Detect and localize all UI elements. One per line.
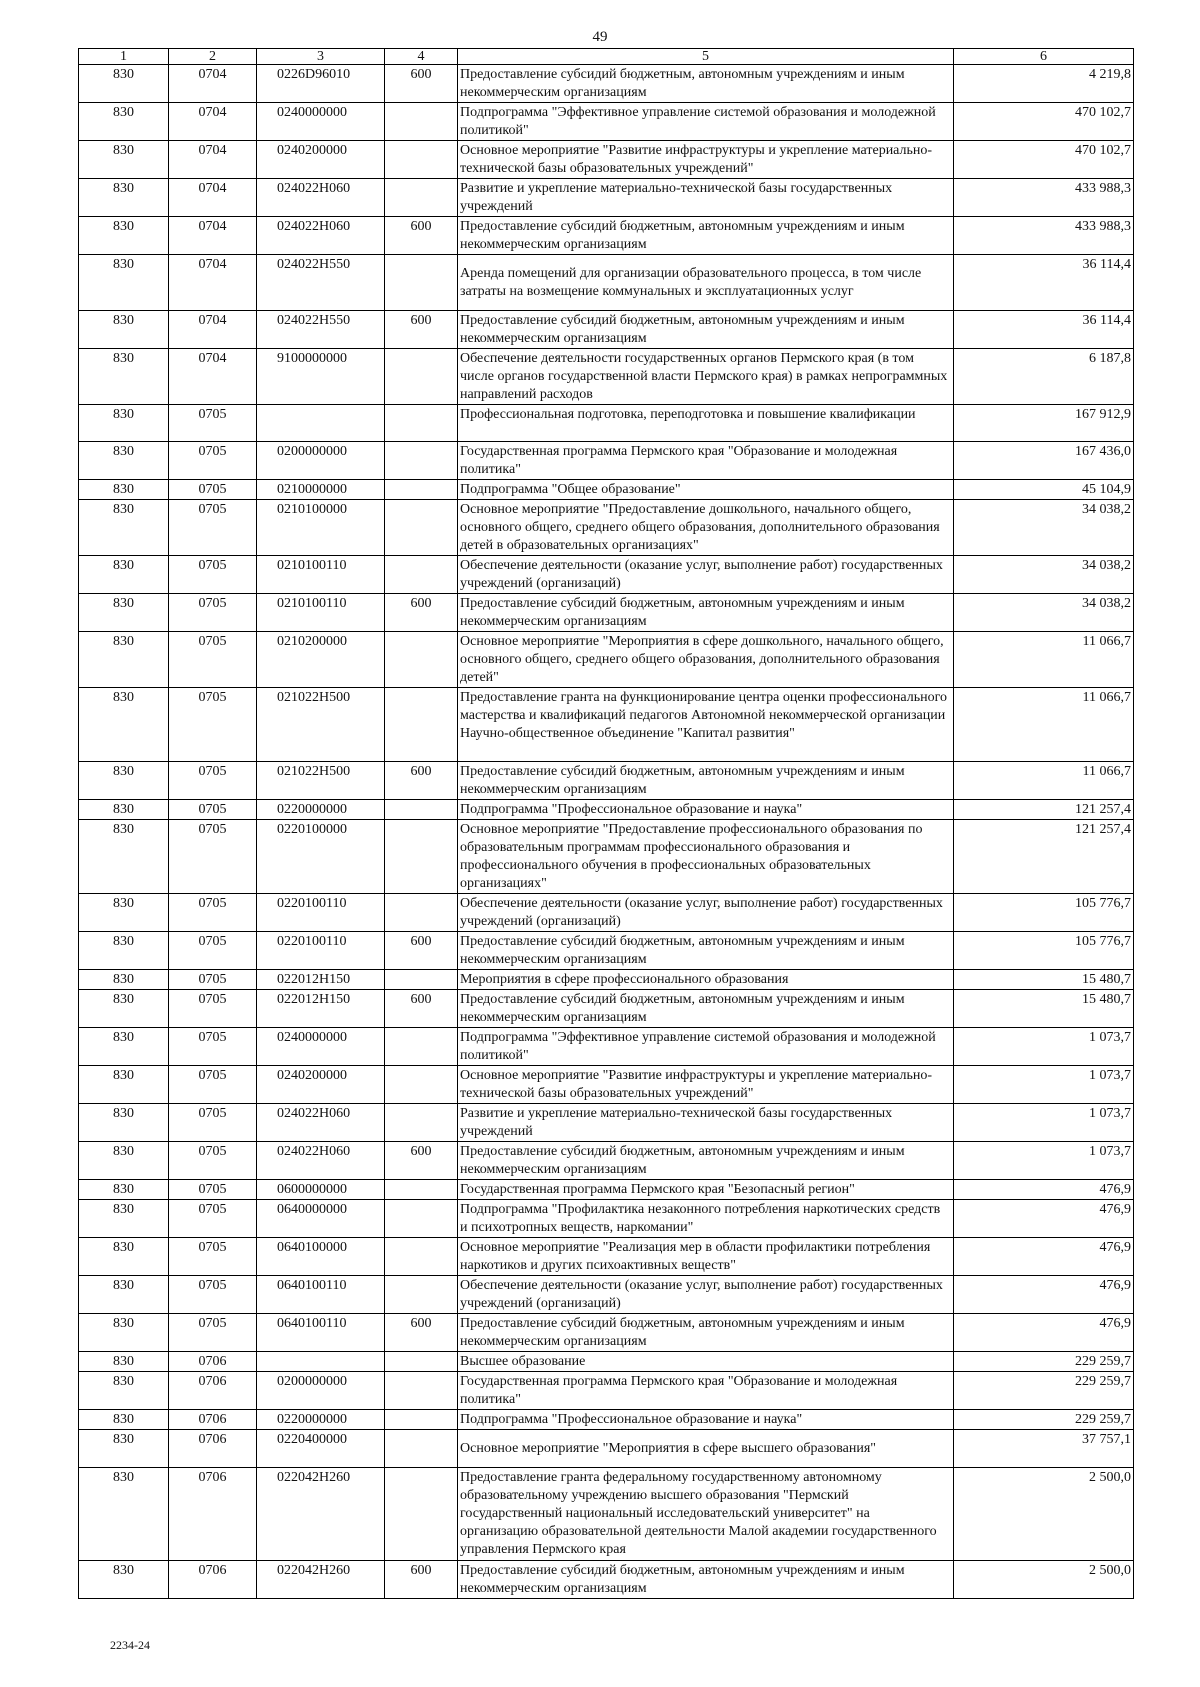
section-code-cell: 0706 [169, 1468, 257, 1561]
table-row [79, 65, 1134, 103]
ministry-code-cell: 830 [79, 442, 169, 480]
expense-name-cell: Основное мероприятие "Развитие инфраструктуры и укрепление материально-технической базы образовательных учреждений" [458, 141, 954, 179]
target-article-cell: 024022H550 [257, 255, 385, 311]
table-row [79, 1410, 1134, 1430]
table-row [79, 1430, 1134, 1468]
ministry-code-cell: 830 [79, 1276, 169, 1314]
section-code-cell: 0705 [169, 1238, 257, 1276]
expense-name-cell: Государственная программа Пермского края "Безопасный регион" [458, 1180, 954, 1200]
section-code-cell: 0704 [169, 217, 257, 255]
target-article-cell: 0200000000 [257, 442, 385, 480]
amount-cell: 229 259,7 [954, 1372, 1134, 1410]
section-code-cell: 0704 [169, 311, 257, 349]
target-article-cell [257, 1352, 385, 1372]
ministry-code-cell: 830 [79, 1468, 169, 1561]
expense-type-cell: 600 [385, 1142, 458, 1180]
expense-type-cell [385, 556, 458, 594]
ministry-code-cell: 830 [79, 1028, 169, 1066]
expense-type-cell [385, 1028, 458, 1066]
amount-cell: 4 219,8 [954, 65, 1134, 103]
target-article-cell: 0220000000 [257, 1410, 385, 1430]
ministry-code-cell: 830 [79, 1410, 169, 1430]
section-code-cell: 0706 [169, 1372, 257, 1410]
expense-type-cell: 600 [385, 65, 458, 103]
section-code-cell: 0706 [169, 1410, 257, 1430]
expense-name-cell: Предоставление субсидий бюджетным, автономным учреждениям и иным некоммерческим организациям [458, 217, 954, 255]
ministry-code-cell: 830 [79, 594, 169, 632]
expense-name-cell: Основное мероприятие "Развитие инфраструктуры и укрепление материально-технической базы образовательных учреждений" [458, 1066, 954, 1104]
ministry-code-cell: 830 [79, 688, 169, 762]
ministry-code-cell: 830 [79, 1066, 169, 1104]
target-article-cell: 0600000000 [257, 1180, 385, 1200]
amount-cell: 11 066,7 [954, 762, 1134, 800]
amount-cell: 470 102,7 [954, 103, 1134, 141]
expense-name-cell: Развитие и укрепление материально-технической базы государственных учреждений [458, 179, 954, 217]
table-row [79, 632, 1134, 688]
target-article-cell: 0210200000 [257, 632, 385, 688]
expense-type-cell [385, 632, 458, 688]
expense-name-cell: Подпрограмма "Профилактика незаконного потребления наркотических средств и психотропных веществ, наркомании" [458, 1200, 954, 1238]
amount-cell: 433 988,3 [954, 179, 1134, 217]
column-header-2: 2 [169, 49, 257, 65]
amount-cell: 105 776,7 [954, 932, 1134, 970]
section-code-cell: 0705 [169, 1180, 257, 1200]
expense-name-cell: Мероприятия в сфере профессионального образования [458, 970, 954, 990]
target-article-cell: 022012H150 [257, 990, 385, 1028]
expense-type-cell [385, 103, 458, 141]
amount-cell: 2 500,0 [954, 1468, 1134, 1561]
ministry-code-cell: 830 [79, 103, 169, 141]
amount-cell: 15 480,7 [954, 990, 1134, 1028]
ministry-code-cell: 830 [79, 970, 169, 990]
ministry-code-cell: 830 [79, 255, 169, 311]
ministry-code-cell: 830 [79, 311, 169, 349]
target-article-cell: 0220000000 [257, 800, 385, 820]
column-header-4: 4 [385, 49, 458, 65]
amount-cell: 2 500,0 [954, 1561, 1134, 1599]
target-article-cell: 0240000000 [257, 103, 385, 141]
table-row [79, 442, 1134, 480]
expense-name-cell: Аренда помещений для организации образовательного процесса, в том числе затраты на возмещение коммунальных и эксплуатационных услуг [458, 255, 954, 311]
ministry-code-cell: 830 [79, 762, 169, 800]
table-row [79, 480, 1134, 500]
expense-type-cell [385, 1104, 458, 1142]
target-article-cell: 0220100110 [257, 894, 385, 932]
section-code-cell: 0705 [169, 820, 257, 894]
section-code-cell: 0706 [169, 1430, 257, 1468]
target-article-cell: 021022H500 [257, 762, 385, 800]
expense-type-cell: 600 [385, 217, 458, 255]
expense-name-cell: Предоставление субсидий бюджетным, автономным учреждениям и иным некоммерческим организациям [458, 1314, 954, 1352]
expense-type-cell [385, 255, 458, 311]
expense-name-cell: Предоставление субсидий бюджетным, автономным учреждениям и иным некоммерческим организациям [458, 1561, 954, 1599]
table-row [79, 970, 1134, 990]
budget-table [78, 48, 1134, 1599]
expense-name-cell: Предоставление субсидий бюджетным, автономным учреждениям и иным некоммерческим организациям [458, 311, 954, 349]
amount-cell: 433 988,3 [954, 217, 1134, 255]
expense-name-cell: Подпрограмма "Профессиональное образование и наука" [458, 1410, 954, 1430]
section-code-cell: 0705 [169, 594, 257, 632]
expense-type-cell: 600 [385, 594, 458, 632]
expense-type-cell: 600 [385, 311, 458, 349]
amount-cell: 34 038,2 [954, 594, 1134, 632]
amount-cell: 45 104,9 [954, 480, 1134, 500]
amount-cell: 105 776,7 [954, 894, 1134, 932]
table-row [79, 1561, 1134, 1599]
table-row [79, 1238, 1134, 1276]
table-row [79, 141, 1134, 179]
section-code-cell: 0704 [169, 349, 257, 405]
table-row [79, 1180, 1134, 1200]
target-article-cell [257, 405, 385, 442]
ministry-code-cell: 830 [79, 1430, 169, 1468]
section-code-cell: 0705 [169, 1104, 257, 1142]
table-row [79, 500, 1134, 556]
target-article-cell: 0226D96010 [257, 65, 385, 103]
amount-cell: 476,9 [954, 1314, 1134, 1352]
ministry-code-cell: 830 [79, 1561, 169, 1599]
expense-type-cell [385, 480, 458, 500]
target-article-cell: 0640000000 [257, 1200, 385, 1238]
column-header-5: 5 [458, 49, 954, 65]
amount-cell: 36 114,4 [954, 255, 1134, 311]
section-code-cell: 0705 [169, 632, 257, 688]
ministry-code-cell: 830 [79, 1314, 169, 1352]
expense-name-cell: Основное мероприятие "Мероприятия в сфере высшего образования" [458, 1430, 954, 1468]
expense-name-cell: Предоставление субсидий бюджетным, автономным учреждениям и иным некоммерческим организациям [458, 1142, 954, 1180]
expense-type-cell [385, 820, 458, 894]
table-row [79, 1142, 1134, 1180]
section-code-cell: 0705 [169, 1276, 257, 1314]
section-code-cell: 0704 [169, 65, 257, 103]
amount-cell: 11 066,7 [954, 632, 1134, 688]
table-row [79, 1468, 1134, 1561]
target-article-cell: 0200000000 [257, 1372, 385, 1410]
ministry-code-cell: 830 [79, 1142, 169, 1180]
expense-type-cell [385, 688, 458, 762]
section-code-cell: 0705 [169, 1028, 257, 1066]
expense-name-cell: Подпрограмма "Профессиональное образование и наука" [458, 800, 954, 820]
expense-type-cell [385, 1352, 458, 1372]
table-row [79, 932, 1134, 970]
section-code-cell: 0705 [169, 442, 257, 480]
section-code-cell: 0705 [169, 894, 257, 932]
column-header-1: 1 [79, 49, 169, 65]
amount-cell: 476,9 [954, 1276, 1134, 1314]
section-code-cell: 0705 [169, 1142, 257, 1180]
amount-cell: 1 073,7 [954, 1142, 1134, 1180]
expense-name-cell: Основное мероприятие "Предоставление дошкольного, начального общего, основного общего, среднего общего образования, дополнительного образования детей в образовательных организациях" [458, 500, 954, 556]
section-code-cell: 0705 [169, 932, 257, 970]
section-code-cell: 0705 [169, 405, 257, 442]
expense-type-cell [385, 1276, 458, 1314]
section-code-cell: 0704 [169, 179, 257, 217]
section-code-cell: 0705 [169, 500, 257, 556]
expense-type-cell [385, 1066, 458, 1104]
expense-name-cell: Развитие и укрепление материально-технической базы государственных учреждений [458, 1104, 954, 1142]
column-header-6: 6 [954, 49, 1134, 65]
table-row [79, 103, 1134, 141]
expense-name-cell: Подпрограмма "Общее образование" [458, 480, 954, 500]
section-code-cell: 0705 [169, 970, 257, 990]
table-header [79, 49, 1134, 65]
expense-name-cell: Предоставление субсидий бюджетным, автономным учреждениям и иным некоммерческим организациям [458, 762, 954, 800]
amount-cell: 229 259,7 [954, 1352, 1134, 1372]
expense-type-cell: 600 [385, 1314, 458, 1352]
section-code-cell: 0705 [169, 1314, 257, 1352]
section-code-cell: 0705 [169, 480, 257, 500]
table-row [79, 800, 1134, 820]
expense-type-cell [385, 1430, 458, 1468]
target-article-cell: 0210000000 [257, 480, 385, 500]
ministry-code-cell: 830 [79, 179, 169, 217]
expense-name-cell: Основное мероприятие "Предоставление профессионального образования по образовательным программам профессионального образования и профессионального обучения в профессиональных образовательных организациях" [458, 820, 954, 894]
section-code-cell: 0705 [169, 800, 257, 820]
expense-name-cell: Обеспечение деятельности (оказание услуг, выполнение работ) государственных учреждений (организаций) [458, 556, 954, 594]
ministry-code-cell: 830 [79, 480, 169, 500]
header-row [79, 49, 1134, 65]
ministry-code-cell: 830 [79, 1104, 169, 1142]
expense-name-cell: Предоставление субсидий бюджетным, автономным учреждениям и иным некоммерческим организациям [458, 65, 954, 103]
target-article-cell: 0640100110 [257, 1314, 385, 1352]
table-body [79, 65, 1134, 1599]
section-code-cell: 0705 [169, 1200, 257, 1238]
expense-name-cell: Государственная программа Пермского края "Образование и молодежная политика" [458, 1372, 954, 1410]
target-article-cell: 0240200000 [257, 141, 385, 179]
section-code-cell: 0705 [169, 762, 257, 800]
table-row [79, 762, 1134, 800]
amount-cell: 121 257,4 [954, 820, 1134, 894]
expense-type-cell [385, 141, 458, 179]
table-row [79, 594, 1134, 632]
expense-type-cell [385, 405, 458, 442]
table-row [79, 1028, 1134, 1066]
section-code-cell: 0705 [169, 990, 257, 1028]
expense-type-cell [385, 1200, 458, 1238]
ministry-code-cell: 830 [79, 800, 169, 820]
expense-name-cell: Предоставление гранта на функционирование центра оценки профессионального мастерства и квалификаций педагогов Автономной некоммерческой организации Научно-общественное объединение "Капитал развития" [458, 688, 954, 762]
expense-name-cell: Основное мероприятие "Мероприятия в сфере дошкольного, начального общего, основного общего, среднего общего образования, дополнительного образования детей" [458, 632, 954, 688]
ministry-code-cell: 830 [79, 1352, 169, 1372]
ministry-code-cell: 830 [79, 141, 169, 179]
target-article-cell: 024022H060 [257, 1142, 385, 1180]
expense-type-cell [385, 894, 458, 932]
amount-cell: 476,9 [954, 1180, 1134, 1200]
expense-type-cell [385, 1372, 458, 1410]
ministry-code-cell: 830 [79, 556, 169, 594]
ministry-code-cell: 830 [79, 632, 169, 688]
target-article-cell: 0240000000 [257, 1028, 385, 1066]
amount-cell: 476,9 [954, 1200, 1134, 1238]
ministry-code-cell: 830 [79, 820, 169, 894]
table-row [79, 179, 1134, 217]
table-row [79, 311, 1134, 349]
ministry-code-cell: 830 [79, 932, 169, 970]
table-row [79, 1352, 1134, 1372]
document-code: 2234-24 [110, 1638, 150, 1652]
expense-name-cell: Предоставление гранта федеральному государственному автономному образовательному учреждению высшего образования "Пермский государственный национальный исследовательский университет" на организацию образовательной деятельности Малой академии государственного управления Пермского края [458, 1468, 954, 1561]
section-code-cell: 0705 [169, 556, 257, 594]
amount-cell: 121 257,4 [954, 800, 1134, 820]
ministry-code-cell: 830 [79, 1238, 169, 1276]
table-row [79, 1314, 1134, 1352]
table-row [79, 1066, 1134, 1104]
target-article-cell: 0220400000 [257, 1430, 385, 1468]
amount-cell: 1 073,7 [954, 1028, 1134, 1066]
expense-type-cell [385, 349, 458, 405]
expense-type-cell [385, 970, 458, 990]
table-row [79, 990, 1134, 1028]
amount-cell: 167 912,9 [954, 405, 1134, 442]
table-row [79, 1372, 1134, 1410]
expense-name-cell: Основное мероприятие "Реализация мер в области профилактики потребления наркотиков и других психоактивных веществ" [458, 1238, 954, 1276]
ministry-code-cell: 830 [79, 217, 169, 255]
expense-name-cell: Обеспечение деятельности (оказание услуг, выполнение работ) государственных учреждений (организаций) [458, 894, 954, 932]
expense-name-cell: Подпрограмма "Эффективное управление системой образования и молодежной политикой" [458, 1028, 954, 1066]
amount-cell: 36 114,4 [954, 311, 1134, 349]
ministry-code-cell: 830 [79, 990, 169, 1028]
ministry-code-cell: 830 [79, 500, 169, 556]
expense-name-cell: Предоставление субсидий бюджетным, автономным учреждениям и иным некоммерческим организациям [458, 932, 954, 970]
table-row [79, 1104, 1134, 1142]
target-article-cell: 024022H550 [257, 311, 385, 349]
expense-type-cell [385, 179, 458, 217]
ministry-code-cell: 830 [79, 1200, 169, 1238]
expense-name-cell: Обеспечение деятельности (оказание услуг, выполнение работ) государственных учреждений (организаций) [458, 1276, 954, 1314]
target-article-cell: 9100000000 [257, 349, 385, 405]
expense-name-cell: Профессиональная подготовка, переподготовка и повышение квалификации [458, 405, 954, 442]
target-article-cell: 0640100000 [257, 1238, 385, 1276]
ministry-code-cell: 830 [79, 349, 169, 405]
amount-cell: 11 066,7 [954, 688, 1134, 762]
target-article-cell: 024022H060 [257, 179, 385, 217]
amount-cell: 1 073,7 [954, 1104, 1134, 1142]
expense-type-cell [385, 800, 458, 820]
target-article-cell: 022012H150 [257, 970, 385, 990]
table-row [79, 349, 1134, 405]
table-row [79, 556, 1134, 594]
target-article-cell: 0210100110 [257, 556, 385, 594]
section-code-cell: 0704 [169, 141, 257, 179]
section-code-cell: 0704 [169, 103, 257, 141]
target-article-cell: 022042H260 [257, 1468, 385, 1561]
expense-type-cell [385, 1410, 458, 1430]
expense-name-cell: Предоставление субсидий бюджетным, автономным учреждениям и иным некоммерческим организациям [458, 990, 954, 1028]
table-row [79, 1276, 1134, 1314]
target-article-cell: 0210100110 [257, 594, 385, 632]
expense-name-cell: Предоставление субсидий бюджетным, автономным учреждениям и иным некоммерческим организациям [458, 594, 954, 632]
ministry-code-cell: 830 [79, 65, 169, 103]
target-article-cell: 0640100110 [257, 1276, 385, 1314]
table-row [79, 894, 1134, 932]
amount-cell: 229 259,7 [954, 1410, 1134, 1430]
target-article-cell: 022042H260 [257, 1561, 385, 1599]
expense-name-cell: Государственная программа Пермского края "Образование и молодежная политика" [458, 442, 954, 480]
ministry-code-cell: 830 [79, 405, 169, 442]
expense-type-cell [385, 1468, 458, 1561]
section-code-cell: 0704 [169, 255, 257, 311]
expense-type-cell [385, 1238, 458, 1276]
section-code-cell: 0705 [169, 1066, 257, 1104]
target-article-cell: 024022H060 [257, 217, 385, 255]
table-row [79, 688, 1134, 762]
amount-cell: 470 102,7 [954, 141, 1134, 179]
table-row [79, 1200, 1134, 1238]
target-article-cell: 0220100110 [257, 932, 385, 970]
table-row [79, 255, 1134, 311]
ministry-code-cell: 830 [79, 1180, 169, 1200]
expense-name-cell: Обеспечение деятельности государственных органов Пермского края (в том числе органов государственной власти Пермского края) в рамках непрограммных направлений расходов [458, 349, 954, 405]
expense-type-cell: 600 [385, 932, 458, 970]
section-code-cell: 0706 [169, 1352, 257, 1372]
expense-type-cell [385, 500, 458, 556]
amount-cell: 476,9 [954, 1238, 1134, 1276]
table-row [79, 820, 1134, 894]
expense-name-cell: Высшее образование [458, 1352, 954, 1372]
amount-cell: 1 073,7 [954, 1066, 1134, 1104]
amount-cell: 34 038,2 [954, 500, 1134, 556]
expense-type-cell: 600 [385, 990, 458, 1028]
amount-cell: 6 187,8 [954, 349, 1134, 405]
section-code-cell: 0705 [169, 688, 257, 762]
target-article-cell: 024022H060 [257, 1104, 385, 1142]
page-number: 49 [592, 29, 608, 45]
ministry-code-cell: 830 [79, 1372, 169, 1410]
ministry-code-cell: 830 [79, 894, 169, 932]
table-row [79, 217, 1134, 255]
column-header-3: 3 [257, 49, 385, 65]
expense-type-cell: 600 [385, 1561, 458, 1599]
target-article-cell: 0220100000 [257, 820, 385, 894]
expense-type-cell: 600 [385, 762, 458, 800]
target-article-cell: 0210100000 [257, 500, 385, 556]
amount-cell: 34 038,2 [954, 556, 1134, 594]
expense-type-cell [385, 1180, 458, 1200]
expense-type-cell [385, 442, 458, 480]
amount-cell: 37 757,1 [954, 1430, 1134, 1468]
target-article-cell: 021022H500 [257, 688, 385, 762]
target-article-cell: 0240200000 [257, 1066, 385, 1104]
table-row [79, 405, 1134, 442]
amount-cell: 167 436,0 [954, 442, 1134, 480]
expense-name-cell: Подпрограмма "Эффективное управление системой образования и молодежной политикой" [458, 103, 954, 141]
section-code-cell: 0706 [169, 1561, 257, 1599]
amount-cell: 15 480,7 [954, 970, 1134, 990]
